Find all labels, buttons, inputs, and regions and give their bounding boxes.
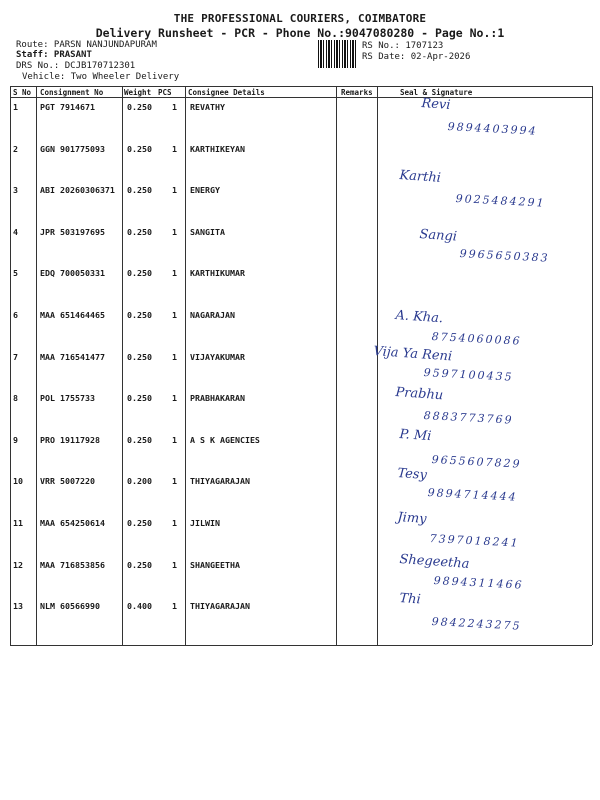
row-signature: Jimy <box>396 510 427 527</box>
row-consignment-no: PGT 7914671 <box>40 102 95 112</box>
staff-label: Staff: PRASANT <box>16 50 92 60</box>
row-consignee: VIJAYAKUMAR <box>190 351 245 362</box>
row-weight: 0.250 <box>127 351 152 362</box>
row-consignment-no: MAA 654250614 <box>40 518 105 528</box>
row-pcs: 1 <box>172 143 177 154</box>
row-consignee: SANGITA <box>190 226 225 237</box>
col-header-weight: Weight <box>124 88 152 97</box>
col-divider <box>10 86 11 645</box>
company-title: THE PROFESSIONAL COURIERS, COIMBATORE <box>173 12 427 25</box>
row-consignment-no: NLM 60566990 <box>40 601 100 612</box>
row-consignee: KARTHIKUMAR <box>190 268 245 279</box>
row-pcs: 1 <box>172 434 177 445</box>
row-signature: Shegeetha <box>398 551 470 572</box>
col-divider <box>377 86 378 645</box>
row-consignee: KARTHIKEYAN <box>190 143 245 154</box>
row-sno: 11 <box>13 518 23 528</box>
runsheet-title: Delivery Runsheet - PCR - Phone No.:9047080280 - Page No.:1 <box>95 26 505 40</box>
barcode <box>318 40 356 68</box>
row-weight: 0.250 <box>127 102 152 112</box>
col-header-signature: Seal & Signature <box>400 88 473 97</box>
row-consignment-no: MAA 716541477 <box>40 351 105 362</box>
row-signature: Tesy <box>396 466 428 484</box>
col-divider <box>592 86 593 645</box>
row-signature: Karthi <box>398 167 442 186</box>
row-pcs: 1 <box>172 518 177 528</box>
table-bottom-rule <box>10 645 592 646</box>
row-consignee: A S K AGENCIES <box>190 434 260 445</box>
col-header-sno: S No <box>13 88 32 97</box>
row-phone-handwritten: 9894403994 <box>447 120 538 138</box>
row-pcs: 1 <box>172 226 177 237</box>
vehicle-label: Vehicle: Two Wheeler Delivery <box>22 72 180 82</box>
row-signature: P. Mi <box>398 426 432 444</box>
row-phone-handwritten: 9894714444 <box>427 486 518 505</box>
row-sno: 9 <box>13 434 18 445</box>
row-sno: 10 <box>13 476 23 487</box>
row-consignment-no: MAA 651464465 <box>40 310 105 320</box>
row-phone-handwritten: 9965650383 <box>459 246 550 265</box>
row-weight: 0.250 <box>127 393 152 404</box>
col-header-remarks: Remarks <box>341 88 373 97</box>
row-sno: 6 <box>13 310 18 320</box>
col-divider <box>122 86 123 645</box>
row-sno: 13 <box>13 601 23 612</box>
row-weight: 0.250 <box>127 518 152 528</box>
row-weight: 0.250 <box>127 143 152 154</box>
row-pcs: 1 <box>172 476 177 487</box>
row-consignment-no: JPR 503197695 <box>40 226 105 237</box>
row-weight: 0.250 <box>127 185 152 196</box>
row-consignment-no: EDQ 700050331 <box>40 268 105 279</box>
row-sno: 2 <box>13 143 18 154</box>
row-phone-handwritten: 8754060086 <box>431 330 522 348</box>
row-consignee: PRABHAKARAN <box>190 393 245 404</box>
row-weight: 0.250 <box>127 226 152 237</box>
row-pcs: 1 <box>172 601 177 612</box>
row-phone-handwritten: 7397018241 <box>429 532 520 550</box>
header-bottom-rule <box>10 97 592 98</box>
row-signature: A. Kha. <box>394 308 444 327</box>
col-header-consignment: Consignment No <box>40 88 104 97</box>
row-sno: 1 <box>13 102 18 112</box>
rs-number: RS No.: 1707123 <box>362 41 444 51</box>
row-consignment-no: VRR 5007220 <box>40 476 95 487</box>
row-signature: Sangi <box>418 226 458 245</box>
rs-date: RS Date: 02-Apr-2026 <box>362 52 471 62</box>
row-signature: Revi <box>420 96 451 113</box>
row-consignee: SHANGEETHA <box>190 559 240 570</box>
row-consignee: THIYAGARAJAN <box>190 601 250 612</box>
row-weight: 0.250 <box>127 268 152 279</box>
row-pcs: 1 <box>172 393 177 404</box>
row-sno: 7 <box>13 351 18 362</box>
row-signature: Vija Ya Reni <box>372 343 453 365</box>
route-label: Route: PARSN NANJUNDAPURAM <box>16 40 157 50</box>
row-consignee: REVATHY <box>190 102 225 112</box>
row-pcs: 1 <box>172 351 177 362</box>
col-header-pcs: PCS <box>158 88 172 97</box>
row-sno: 12 <box>13 559 23 570</box>
row-sno: 4 <box>13 226 18 237</box>
col-header-consignee: Consignee Details <box>188 88 265 97</box>
col-divider <box>36 86 37 645</box>
row-consignee: ENERGY <box>190 185 220 196</box>
row-consignment-no: GGN 901775093 <box>40 143 105 154</box>
row-consignment-no: POL 1755733 <box>40 393 95 404</box>
row-pcs: 1 <box>172 310 177 320</box>
row-consignee: JILWIN <box>190 518 220 528</box>
row-consignee: NAGARAJAN <box>190 310 235 320</box>
row-phone-handwritten: 9655607829 <box>431 452 522 471</box>
row-weight: 0.200 <box>127 476 152 487</box>
row-pcs: 1 <box>172 185 177 196</box>
row-phone-handwritten: 9842243275 <box>431 615 522 633</box>
row-pcs: 1 <box>172 102 177 112</box>
row-consignment-no: PRO 19117928 <box>40 434 100 445</box>
row-signature: Prabhu <box>394 385 444 404</box>
row-weight: 0.250 <box>127 434 152 445</box>
row-consignee: THIYAGARAJAN <box>190 476 250 487</box>
row-weight: 0.400 <box>127 601 152 612</box>
row-sno: 3 <box>13 185 18 196</box>
row-pcs: 1 <box>172 559 177 570</box>
row-phone-handwritten: 9894311466 <box>433 573 524 592</box>
row-sno: 8 <box>13 393 18 404</box>
col-divider <box>336 86 337 645</box>
row-phone-handwritten: 8883773769 <box>423 409 514 427</box>
row-weight: 0.250 <box>127 559 152 570</box>
row-pcs: 1 <box>172 268 177 279</box>
row-signature: Thi <box>398 591 422 608</box>
drs-number: DRS No.: DCJB170712301 <box>16 61 136 71</box>
row-consignment-no: MAA 716853856 <box>40 559 105 570</box>
col-divider <box>185 86 186 645</box>
row-weight: 0.250 <box>127 310 152 320</box>
row-phone-handwritten: 9597100435 <box>423 365 514 384</box>
row-sno: 5 <box>13 268 18 279</box>
row-phone-handwritten: 9025484291 <box>455 191 546 210</box>
header-top-rule <box>10 86 592 87</box>
row-consignment-no: ABI 20260306371 <box>40 185 115 196</box>
